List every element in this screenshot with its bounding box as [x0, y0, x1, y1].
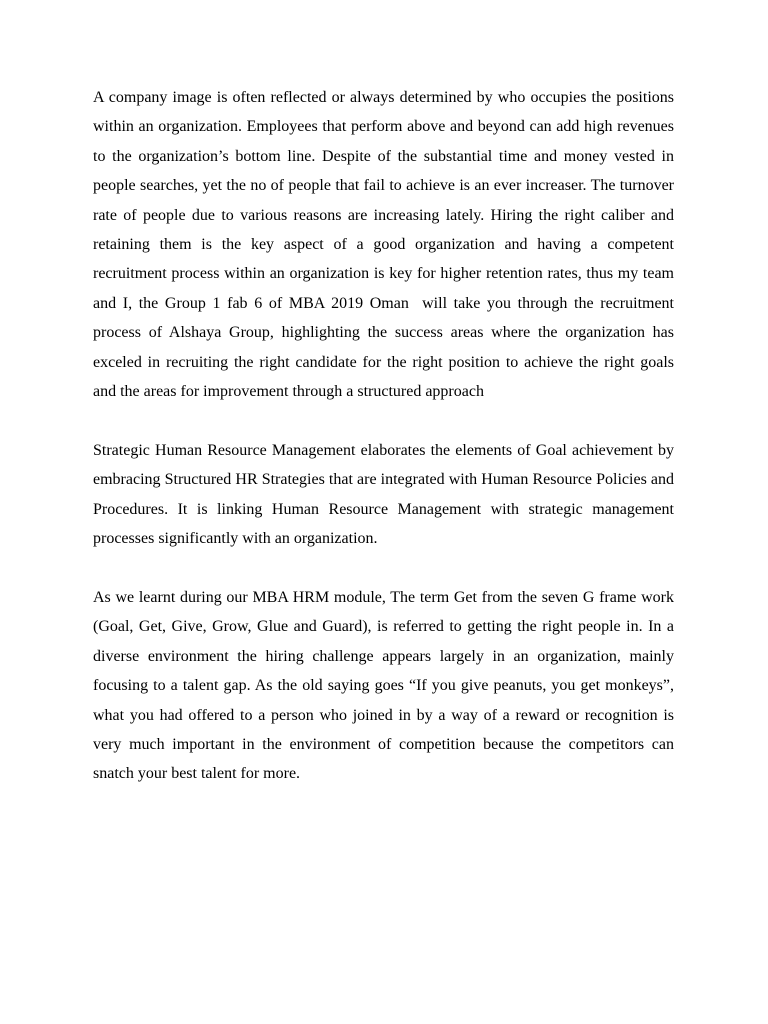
paragraph-intro: A company image is often reflected or always determined by who occupies the positions within an organization. Employees that perform above and beyond can add high revenues to the organization’s bottom line. Despite of the substantial time and money vested in people searches, yet the no of people that fail to achieve is an ever increaser. The turnover rate of people due to various reasons are increasing lately. Hiring the right caliber and retaining them is the key aspect of a good organization and having a competent recruitment process within an organization is key for higher retention rates, thus my team and I, the Group 1 fab 6 of MBA 2019 Oman will take you through the recruitment process of Alshaya Group, highlighting the success areas where the organization has exceled in recruiting the right candidate for the right position to achieve the right goals and the areas for improvement through a structured approach	[93, 89, 678, 401]
paragraph-seven-g-framework: As we learnt during our MBA HRM module, The term Get from the seven G frame work (Goal, Get, Give, Grow, Glue and Guard), is referred to getting the right people in. In a diverse environment the hiring challenge appears largely in an organization, mainly focusing to a talent gap. As the old saying goes “If you give peanuts, you get monkeys”, what you had offered to a person who joined in by a way of a reward or recognition is very much important in the environment of competition because the competitors can snatch your best talent for more.	[93, 588, 678, 783]
paragraph-strategic-hrm: Strategic Human Resource Management elaborates the elements of Goal achievement by embracing Structured HR Strategies that are integrated with Human Resource Policies and Procedures. It is linking Human Resource Management with strategic management processes significantly with an organization.	[93, 441, 678, 548]
document-body	[93, 83, 678, 818]
